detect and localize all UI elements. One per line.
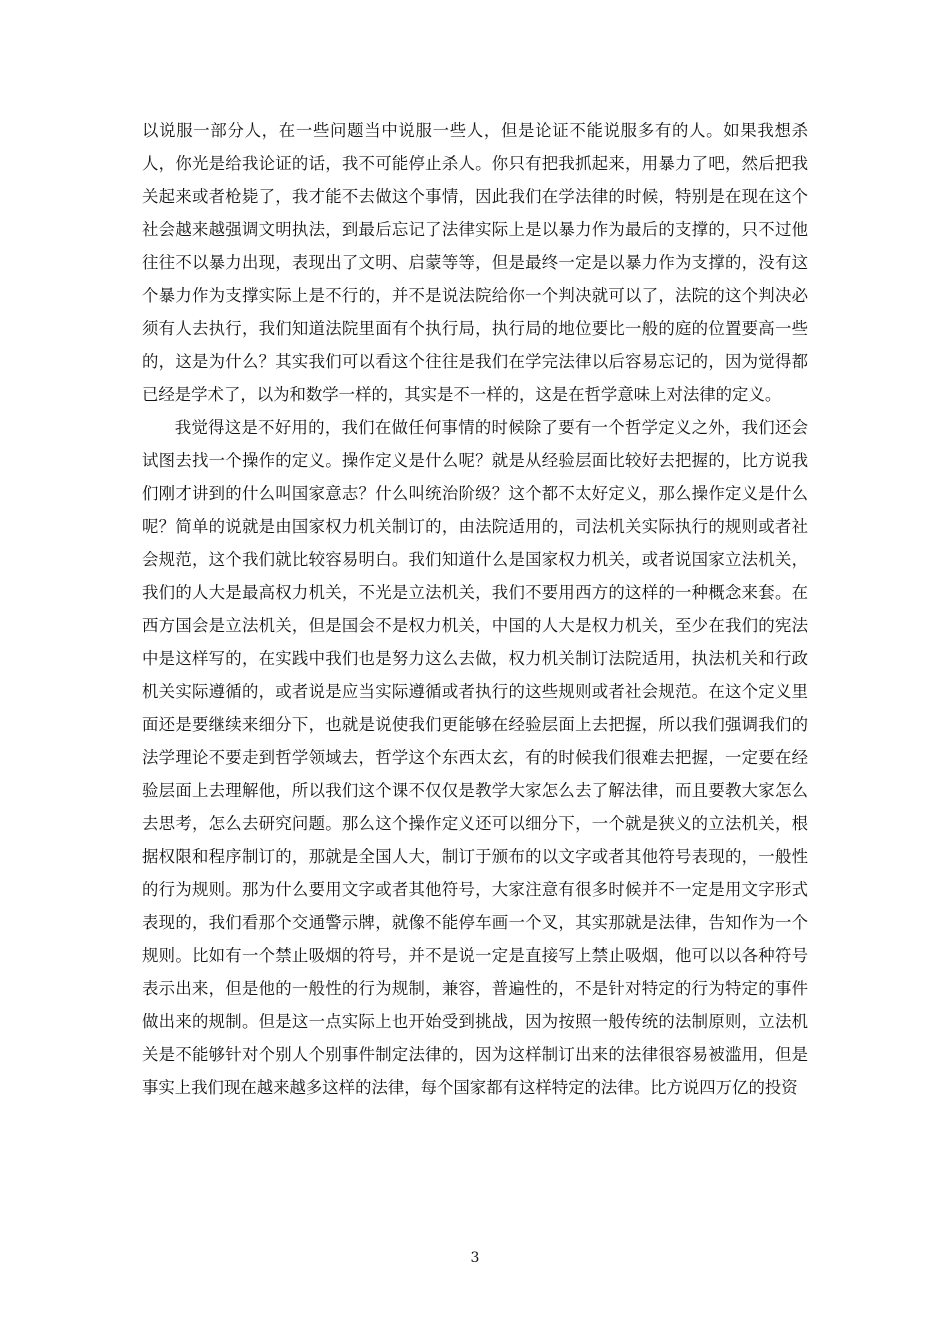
page-number: 3 xyxy=(470,1250,480,1266)
paragraph-1: 以说服一部分人，在一些问题当中说服一些人，但是论证不能说服多有的人。如果我想杀人，你光是给我论证的话，我不可能停止杀人。你只有把我抓起来，用暴力了吧，然后把我关起来或者枪毙了，我才能不去做这个事情，因此我们在学法律的时候，特别是在现在这个社会越来越强调文明执法，到最后忘记了法律实际上是以暴力作为最后的支撑的，只不过他往往不以暴力出现，表现出了文明、启蒙等等，但是最终一定是以暴力作为支撑的，没有这个暴力作为支撑实际上是不行的，并不是说法院给你一个判决就可以了，法院的这个判决必须有人去执行，我们知道法院里面有个执行局，执行局的地位要比一般的庭的位置要高一些的，这是为什么？其实我们可以看这个往往是我们在学完法律以后容易忘记的，因为觉得都已经是学术了，以为和数学一样的，其实是不一样的，这是在哲学意味上对法律的定义。 xyxy=(142,121,808,404)
paragraph-2: 我觉得这是不好用的，我们在做任何事情的时候除了要有一个哲学定义之外，我们还会试图去找一个操作的定义。操作定义是什么呢？就是从经验层面比较好去把握的，比方说我们刚才讲到的什么叫国家意志？什么叫统治阶级？这个都不太好定义，那么操作定义是什么呢？简单的说就是由国家权力机关制订的，由法院适用的，司法机关实际执行的规则或者社会规范，这个我们就比较容易明白。我们知道什么是国家权力机关，或者说国家立法机关，我们的人大是最高权力机关，不光是立法机关，我们不要用西方的这样的一种概念来套。在西方国会是立法机关，但是国会不是权力机关，中国的人大是权力机关，至少在我们的宪法中是这样写的，在实践中我们也是努力这么去做，权力机关制订法院适用，执法机关和行政机关实际遵循的，或者说是应当实际遵循或者执行的这些规则或者社会规范。在这个定义里面还是要继续来细分下，也就是说使我们更能够在经验层面上去把握，所以我们强调我们的法学理论不要走到哲学领域去，哲学这个东西太玄，有的时候我们很难去把握，一定要在经验层面上去理解他，所以我们这个课不仅仅是教学大家怎么去了解法律，而且要教大家怎么去思考，怎么去研究问题。那么这个操作定义还可以细分下，一个就是狭义的立法机关，根据权限和程序制订的，那就是全国人大，制订于颁布的以文字或者其他符号表现的，一般性的行为规则。那为什么要用文字或者其他符号，大家注意有很多时候并不一定是用文字形式表现的，我们看那个交通警示牌，就像不能停车画一个叉，其实那就是法律，告知作为一个规则。比如有一个禁止吸烟的符号，并不是说一定是直接写上禁止吸烟，他可以以各种符号表示出来，但是他的一般性的行为规制，兼容，普遍性的，不是针对特定的行为特定的事件做出来的规制。但是这一点实际上也开始受到挑战，因为按照一般传统的法制原则，立法机关是不能够针对个别人个别事件制定法律的，因为这样制订出来的法律很容易被滥用，但是事实上我们现在越来越多这样的法律，每个国家都有这样特定的法律。比方说四万亿的投资 xyxy=(142,418,808,1097)
page-body xyxy=(142,114,808,1104)
